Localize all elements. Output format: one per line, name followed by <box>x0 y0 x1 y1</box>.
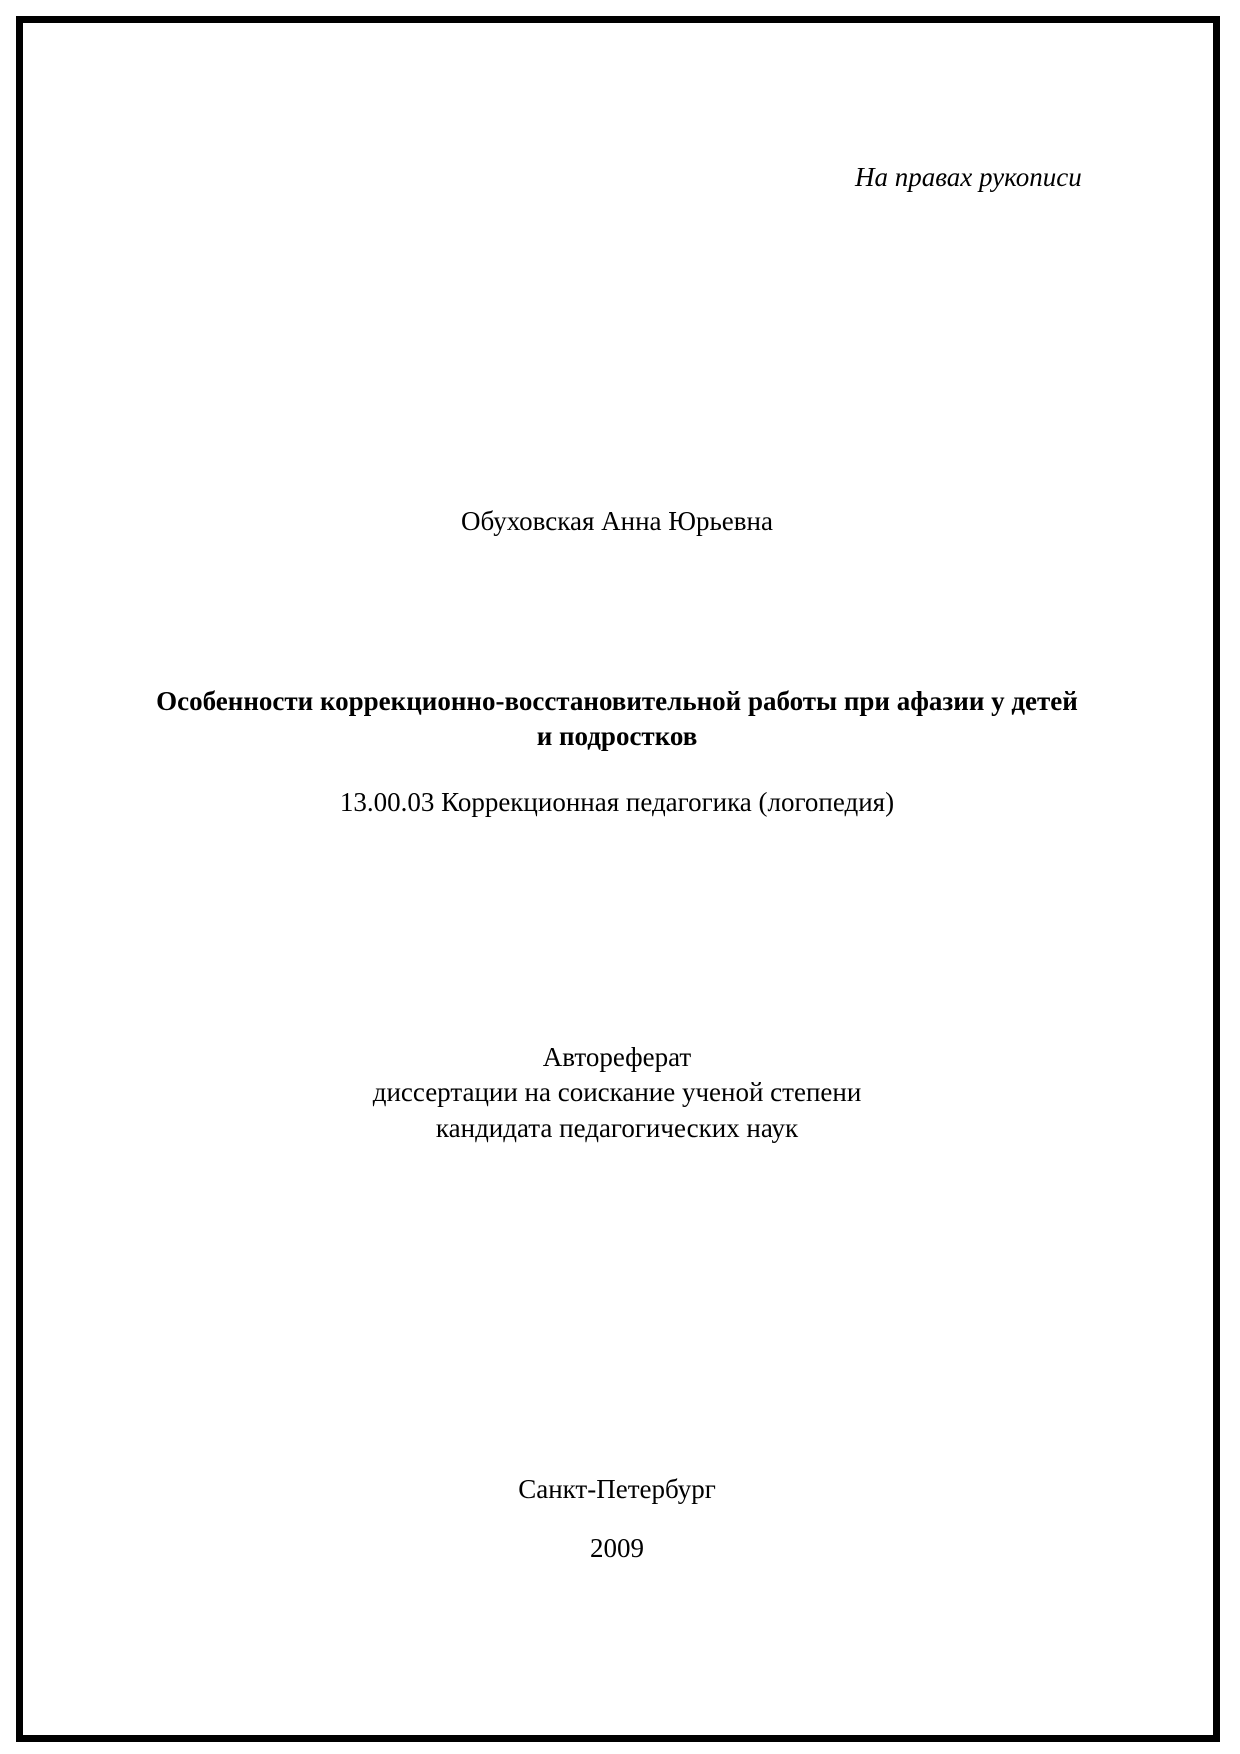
document-type-line-3: кандидата педагогических наук <box>435 1113 799 1143</box>
document-type-line-1: Автореферат <box>542 1042 692 1072</box>
specialty-code: 13.00.03 Коррекционная педагогика (логопедия) <box>339 787 895 817</box>
thesis-title-line-2: и подростков <box>536 721 698 751</box>
author-name: Обуховская Анна Юрьевна <box>461 506 773 536</box>
manuscript-rights-note: На правах рукописи <box>855 162 1082 192</box>
document-type-line-2: диссертации на соискание ученой степени <box>372 1077 862 1107</box>
year: 2009 <box>590 1533 644 1563</box>
thesis-title-line-1: Особенности коррекционно-восстановительной работы при афазии у детей <box>156 686 1078 716</box>
city: Санкт-Петербург <box>518 1474 716 1504</box>
